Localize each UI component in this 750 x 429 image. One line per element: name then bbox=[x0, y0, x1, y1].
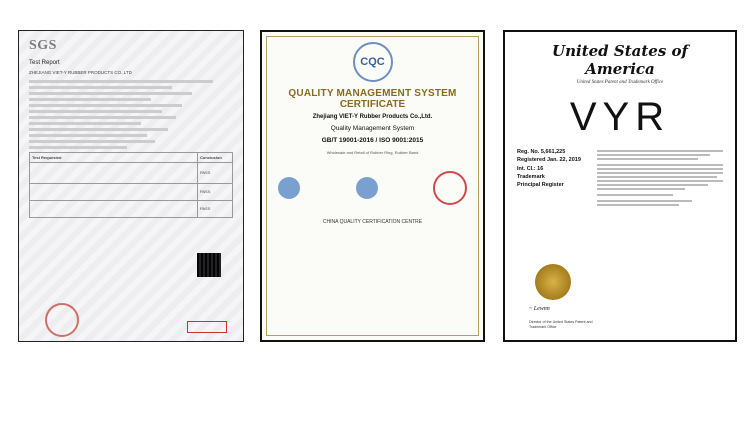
reflection-fade bbox=[0, 344, 750, 429]
certified-standard: GB/T 19001-2016 / ISO 9001:2015 bbox=[321, 137, 424, 144]
certificate-scope: Wholesale and Retail of Rubber Ring, Rubber Band bbox=[326, 150, 419, 155]
int-class: Int. Cl.: 16 bbox=[517, 165, 544, 172]
table-row bbox=[30, 184, 233, 201]
register-type: Principal Register bbox=[517, 182, 564, 188]
report-label: Test Report bbox=[29, 59, 60, 66]
certificate-title-line2: CERTIFICATE bbox=[339, 99, 406, 110]
red-rectangle-stamp bbox=[187, 321, 227, 333]
director-signature: ~ Lewnn bbox=[529, 306, 550, 312]
registration-description bbox=[597, 148, 723, 208]
sgs-logo: SGS bbox=[29, 38, 57, 53]
certification-seals bbox=[262, 171, 483, 205]
signature-title: Director of the United States Patent and Trademark Office bbox=[529, 320, 593, 329]
cqc-quality-certificate-document bbox=[260, 30, 485, 342]
reg-date: Registered Jan. 22, 2019 bbox=[517, 157, 581, 164]
gold-seal-icon bbox=[535, 264, 571, 300]
reflection-doc1 bbox=[18, 344, 244, 414]
table-header: Test Requested bbox=[30, 153, 198, 163]
trademark-word: VYR bbox=[569, 95, 671, 139]
test-results-table bbox=[29, 152, 233, 218]
result-cell: PASS bbox=[198, 163, 233, 184]
reflection-doc3 bbox=[503, 344, 737, 414]
certified-company: Zhejiang VIET-Y Rubber Products Co.,Ltd. bbox=[312, 114, 433, 120]
reflection-doc2 bbox=[260, 344, 485, 414]
conclusion-header: Conclusion bbox=[198, 153, 233, 163]
red-official-seal-icon bbox=[433, 171, 467, 205]
table-row bbox=[30, 163, 233, 184]
mark-type: Trademark bbox=[517, 173, 545, 180]
table-row bbox=[30, 201, 233, 218]
iaf-seal-icon bbox=[278, 177, 300, 199]
qr-code bbox=[197, 253, 221, 277]
registration-details bbox=[517, 148, 587, 208]
certificate-title-line1: QUALITY MANAGEMENT SYSTEM bbox=[288, 88, 457, 99]
cqc-logo: CQC bbox=[353, 42, 393, 82]
report-page bbox=[231, 59, 233, 67]
certification-centre: CHINA QUALITY CERTIFICATION CENTRE bbox=[322, 219, 423, 225]
red-stamp bbox=[45, 303, 79, 337]
system-label: Quality Management System bbox=[330, 125, 415, 132]
company-name: ZHEJIANG VIET-Y RUBBER PRODUCTS CO.,LTD bbox=[29, 69, 132, 75]
result-cell: PASS bbox=[198, 201, 233, 218]
sgs-test-report-document bbox=[18, 30, 244, 342]
country-header: United States of America bbox=[552, 42, 688, 78]
text-lines bbox=[29, 80, 233, 149]
result-cell: PASS bbox=[198, 184, 233, 201]
cnas-seal-icon bbox=[356, 177, 378, 199]
uspto-trademark-registration-document bbox=[503, 30, 737, 342]
office-name: United States Patent and Trademark Office bbox=[576, 80, 664, 85]
reg-number: Reg. No. 5,661,225 bbox=[517, 149, 566, 155]
